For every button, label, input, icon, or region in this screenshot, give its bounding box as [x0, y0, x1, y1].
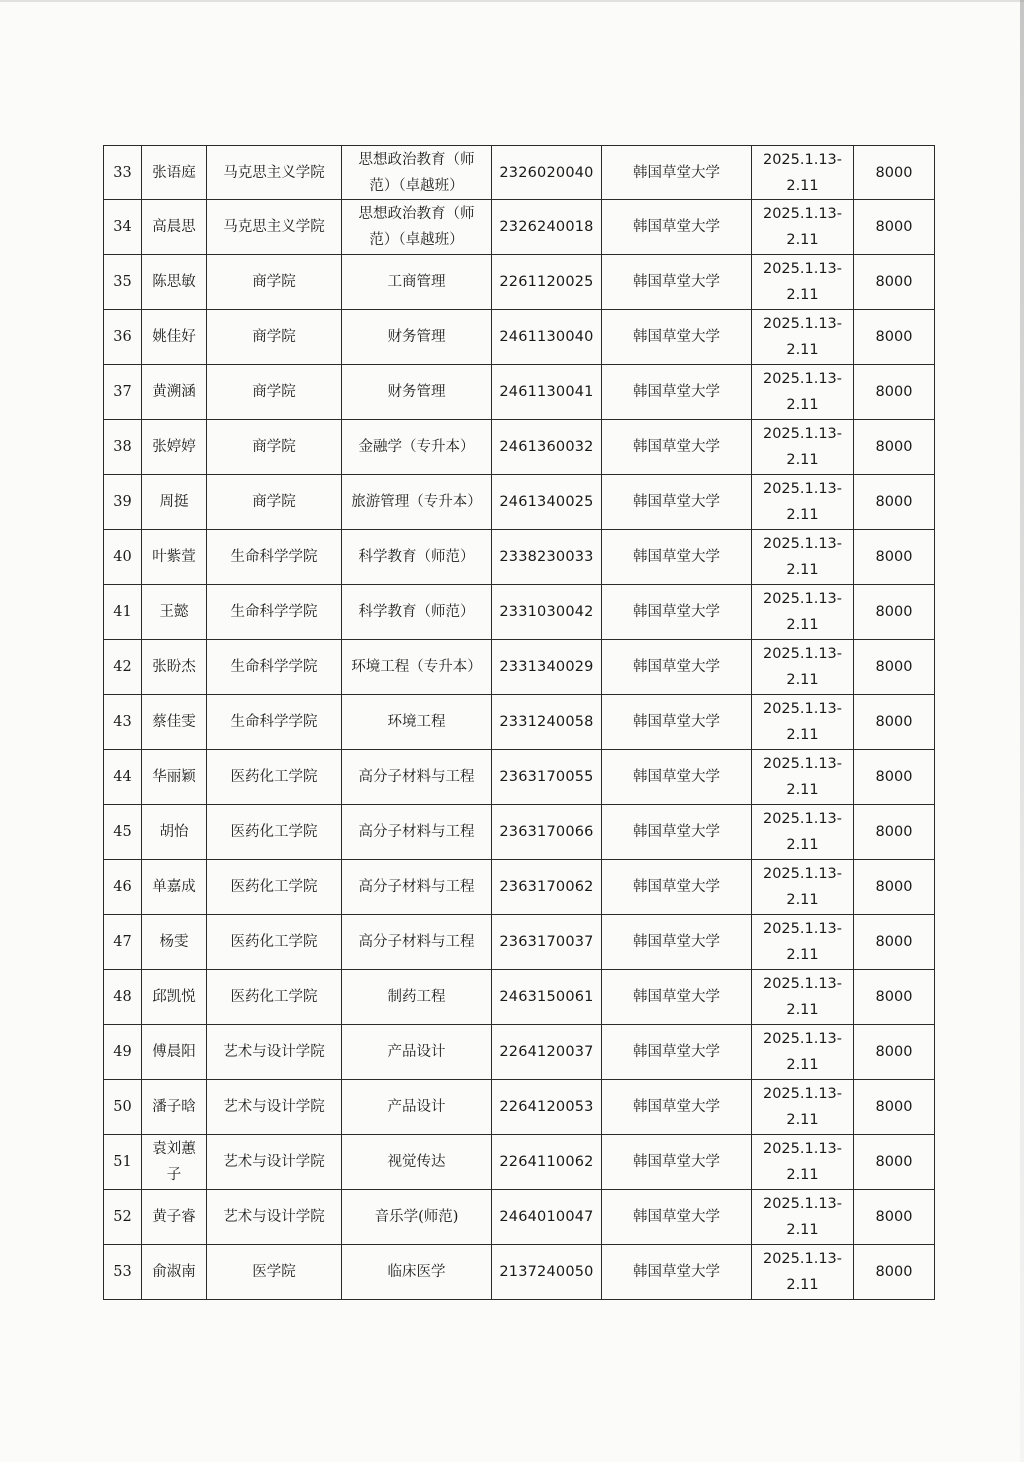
major-cell-line: 科学教育（师范） [358, 604, 475, 620]
date-range-cell-line: 2025.1.13- [762, 261, 843, 277]
table-row [104, 585, 935, 640]
table-row [104, 750, 935, 805]
date-range-cell [752, 310, 854, 365]
university-cell: 韩国草堂大学 [602, 255, 752, 310]
date-range-cell [752, 255, 854, 310]
student-id-cell: 2461130041 [492, 365, 602, 420]
major-cell [342, 255, 492, 310]
amount-cell: 8000 [854, 1135, 935, 1190]
college-cell: 商学院 [207, 255, 342, 310]
college-cell: 艺术与设计学院 [207, 1025, 342, 1080]
table-row [104, 200, 935, 255]
student-id-cell: 2363170037 [492, 915, 602, 970]
scan-border-top [0, 0, 1024, 2]
college-cell: 生命科学学院 [207, 695, 342, 750]
date-range-cell [752, 585, 854, 640]
amount-cell: 8000 [854, 750, 935, 805]
major-cell-line: 高分子材料与工程 [358, 824, 475, 840]
row-number-cell: 50 [104, 1080, 142, 1135]
date-range-cell-line: 2.11 [786, 892, 819, 908]
date-range-cell-line: 2025.1.13- [762, 591, 843, 607]
university-cell: 韩国草堂大学 [602, 970, 752, 1025]
date-range-cell-line: 2025.1.13- [762, 921, 843, 937]
row-number-cell: 43 [104, 695, 142, 750]
date-range-cell-line: 2.11 [786, 562, 819, 578]
student-name-cell: 张语庭 [142, 146, 207, 200]
major-cell [342, 475, 492, 530]
major-cell-line: 高分子材料与工程 [358, 769, 475, 785]
date-range-cell-line: 2025.1.13- [762, 151, 843, 168]
major-cell [342, 1245, 492, 1300]
date-range-cell-line: 2025.1.13- [762, 811, 843, 827]
amount-cell: 8000 [854, 200, 935, 255]
major-cell [342, 365, 492, 420]
major-cell-line: 财务管理 [387, 329, 446, 345]
student-id-cell: 2264120053 [492, 1080, 602, 1135]
student-name-cell: 姚佳好 [142, 310, 207, 365]
university-cell: 韩国草堂大学 [602, 420, 752, 475]
student-id-cell: 2264110062 [492, 1135, 602, 1190]
university-cell: 韩国草堂大学 [602, 1135, 752, 1190]
major-cell-line: 高分子材料与工程 [358, 879, 475, 895]
major-cell [342, 146, 492, 200]
row-number-cell: 45 [104, 805, 142, 860]
major-cell-line: 产品设计 [387, 1044, 446, 1060]
major-cell-line: 工商管理 [387, 274, 446, 290]
date-range-cell [752, 805, 854, 860]
date-range-cell-line: 2.11 [786, 617, 819, 633]
date-range-cell-line: 2.11 [786, 452, 819, 468]
student-roster-table [103, 145, 935, 1300]
date-range-cell-line: 2025.1.13- [762, 426, 843, 442]
college-cell: 马克思主义学院 [207, 200, 342, 255]
college-cell: 商学院 [207, 310, 342, 365]
date-range-cell [752, 200, 854, 255]
student-id-cell: 2461340025 [492, 475, 602, 530]
row-number-cell: 51 [104, 1135, 142, 1190]
major-cell-line: 财务管理 [387, 384, 446, 400]
university-cell: 韩国草堂大学 [602, 915, 752, 970]
major-cell-line: 旅游管理（专升本） [351, 494, 482, 510]
college-cell: 医药化工学院 [207, 970, 342, 1025]
student-name-cell: 叶紫萱 [142, 530, 207, 585]
student-id-cell: 2331340029 [492, 640, 602, 695]
student-name-cell: 黄溯涵 [142, 365, 207, 420]
date-range-cell [752, 1135, 854, 1190]
date-range-cell-line: 2.11 [786, 507, 819, 523]
university-cell: 韩国草堂大学 [602, 805, 752, 860]
row-number-cell: 33 [104, 146, 142, 200]
major-cell [342, 750, 492, 805]
university-cell: 韩国草堂大学 [602, 1245, 752, 1300]
table-row [104, 310, 935, 365]
student-name-cell-line: 袁刘蕙 [152, 1141, 196, 1157]
major-cell-line: 高分子材料与工程 [358, 934, 475, 950]
date-range-cell-line: 2.11 [786, 837, 819, 853]
major-cell [342, 860, 492, 915]
row-number-cell: 49 [104, 1025, 142, 1080]
university-cell: 韩国草堂大学 [602, 1080, 752, 1135]
row-number-cell: 44 [104, 750, 142, 805]
date-range-cell-line: 2.11 [786, 947, 819, 963]
date-range-cell-line: 2025.1.13- [762, 316, 843, 332]
major-cell-line: 思想政治教育（师 [358, 151, 475, 168]
major-cell-line: 视觉传达 [387, 1154, 446, 1170]
college-cell: 艺术与设计学院 [207, 1080, 342, 1135]
row-number-cell: 34 [104, 200, 142, 255]
date-range-cell-line: 2025.1.13- [762, 371, 843, 387]
student-name-cell: 杨雯 [142, 915, 207, 970]
date-range-cell-line: 2025.1.13- [762, 701, 843, 717]
student-name-cell: 张盼杰 [142, 640, 207, 695]
row-number-cell: 37 [104, 365, 142, 420]
date-range-cell-line: 2.11 [786, 232, 819, 248]
date-range-cell [752, 970, 854, 1025]
student-id-cell: 2331240058 [492, 695, 602, 750]
row-number-cell: 52 [104, 1190, 142, 1245]
student-name-cell: 蔡佳雯 [142, 695, 207, 750]
college-cell: 医药化工学院 [207, 750, 342, 805]
student-id-cell: 2261120025 [492, 255, 602, 310]
student-name-cell: 胡怡 [142, 805, 207, 860]
date-range-cell-line: 2025.1.13- [762, 756, 843, 772]
table-row [104, 805, 935, 860]
table-row [104, 365, 935, 420]
student-id-cell: 2463150061 [492, 970, 602, 1025]
date-range-cell [752, 1190, 854, 1245]
table-row [104, 915, 935, 970]
university-cell: 韩国草堂大学 [602, 585, 752, 640]
college-cell: 生命科学学院 [207, 585, 342, 640]
university-cell: 韩国草堂大学 [602, 530, 752, 585]
student-name-cell-line: 子 [166, 1167, 182, 1183]
college-cell: 医药化工学院 [207, 805, 342, 860]
amount-cell: 8000 [854, 860, 935, 915]
date-range-cell [752, 640, 854, 695]
student-name-cell [142, 1135, 207, 1190]
table-row [104, 530, 935, 585]
major-cell-line: 科学教育（师范） [358, 549, 475, 565]
row-number-cell: 42 [104, 640, 142, 695]
date-range-cell [752, 1025, 854, 1080]
date-range-cell-line: 2025.1.13- [762, 1031, 843, 1047]
table-row [104, 420, 935, 475]
row-number-cell: 38 [104, 420, 142, 475]
student-id-cell: 2363170066 [492, 805, 602, 860]
date-range-cell [752, 420, 854, 475]
scan-border-right [1020, 0, 1024, 1462]
table-row [104, 860, 935, 915]
date-range-cell-line: 2.11 [786, 1002, 819, 1018]
student-name-cell: 周挺 [142, 475, 207, 530]
major-cell-line: 音乐学(师范) [374, 1209, 459, 1225]
date-range-cell-line: 2.11 [786, 672, 819, 688]
major-cell [342, 915, 492, 970]
student-id-cell: 2464010047 [492, 1190, 602, 1245]
row-number-cell: 53 [104, 1245, 142, 1300]
major-cell [342, 695, 492, 750]
student-name-cell: 傅晨阳 [142, 1025, 207, 1080]
student-id-cell: 2461360032 [492, 420, 602, 475]
date-range-cell-line: 2.11 [786, 342, 819, 358]
table-row [104, 475, 935, 530]
major-cell [342, 805, 492, 860]
amount-cell: 8000 [854, 1080, 935, 1135]
row-number-cell: 40 [104, 530, 142, 585]
date-range-cell-line: 2025.1.13- [762, 976, 843, 992]
student-name-cell: 高晨思 [142, 200, 207, 255]
college-cell: 马克思主义学院 [207, 146, 342, 200]
college-cell: 医药化工学院 [207, 860, 342, 915]
table-row [104, 146, 935, 200]
major-cell-line: 金融学（专升本） [358, 439, 475, 455]
table-row [104, 1190, 935, 1245]
major-cell-line: 临床医学 [387, 1264, 446, 1280]
date-range-cell [752, 1080, 854, 1135]
major-cell [342, 1025, 492, 1080]
table-row [104, 695, 935, 750]
row-number-cell: 41 [104, 585, 142, 640]
date-range-cell-line: 2025.1.13- [762, 866, 843, 882]
date-range-cell-line: 2025.1.13- [762, 481, 843, 497]
college-cell: 医学院 [207, 1245, 342, 1300]
major-cell [342, 1190, 492, 1245]
university-cell: 韩国草堂大学 [602, 1025, 752, 1080]
table-row [104, 640, 935, 695]
student-name-cell: 潘子晗 [142, 1080, 207, 1135]
date-range-cell [752, 530, 854, 585]
date-range-cell-line: 2.11 [786, 1112, 819, 1128]
amount-cell: 8000 [854, 1245, 935, 1300]
student-id-cell: 2326020040 [492, 146, 602, 200]
college-cell: 生命科学学院 [207, 640, 342, 695]
student-name-cell: 陈思敏 [142, 255, 207, 310]
row-number-cell: 47 [104, 915, 142, 970]
amount-cell: 8000 [854, 640, 935, 695]
student-name-cell: 张婷婷 [142, 420, 207, 475]
major-cell-line: 范）（卓越班） [369, 177, 464, 194]
date-range-cell [752, 750, 854, 805]
table-row [104, 1025, 935, 1080]
amount-cell: 8000 [854, 805, 935, 860]
student-id-cell: 2137240050 [492, 1245, 602, 1300]
college-cell: 生命科学学院 [207, 530, 342, 585]
student-name-cell: 俞淑南 [142, 1245, 207, 1300]
amount-cell: 8000 [854, 420, 935, 475]
university-cell: 韩国草堂大学 [602, 310, 752, 365]
date-range-cell-line: 2025.1.13- [762, 1141, 843, 1157]
amount-cell: 8000 [854, 255, 935, 310]
table-row [104, 1135, 935, 1190]
date-range-cell-line: 2.11 [786, 1277, 819, 1293]
amount-cell: 8000 [854, 475, 935, 530]
row-number-cell: 36 [104, 310, 142, 365]
row-number-cell: 39 [104, 475, 142, 530]
major-cell-line: 范）（卓越班） [369, 232, 464, 248]
date-range-cell-line: 2025.1.13- [762, 206, 843, 222]
student-id-cell: 2363170055 [492, 750, 602, 805]
college-cell: 商学院 [207, 365, 342, 420]
table-row [104, 970, 935, 1025]
university-cell: 韩国草堂大学 [602, 475, 752, 530]
date-range-cell-line: 2025.1.13- [762, 1196, 843, 1212]
university-cell: 韩国草堂大学 [602, 200, 752, 255]
university-cell: 韩国草堂大学 [602, 695, 752, 750]
amount-cell: 8000 [854, 970, 935, 1025]
amount-cell: 8000 [854, 310, 935, 365]
amount-cell: 8000 [854, 1190, 935, 1245]
date-range-cell-line: 2.11 [786, 1167, 819, 1183]
date-range-cell [752, 915, 854, 970]
date-range-cell-line: 2025.1.13- [762, 536, 843, 552]
major-cell [342, 640, 492, 695]
amount-cell: 8000 [854, 695, 935, 750]
row-number-cell: 48 [104, 970, 142, 1025]
student-name-cell: 华丽颖 [142, 750, 207, 805]
university-cell: 韩国草堂大学 [602, 750, 752, 805]
student-name-cell: 邱凯悦 [142, 970, 207, 1025]
student-id-cell: 2326240018 [492, 200, 602, 255]
table-row [104, 1080, 935, 1135]
date-range-cell-line: 2025.1.13- [762, 1086, 843, 1102]
major-cell [342, 200, 492, 255]
major-cell [342, 970, 492, 1025]
college-cell: 商学院 [207, 420, 342, 475]
university-cell: 韩国草堂大学 [602, 640, 752, 695]
major-cell-line: 产品设计 [387, 1099, 446, 1115]
date-range-cell-line: 2025.1.13- [762, 646, 843, 662]
major-cell [342, 530, 492, 585]
university-cell: 韩国草堂大学 [602, 146, 752, 200]
amount-cell: 8000 [854, 1025, 935, 1080]
date-range-cell-line: 2.11 [786, 397, 819, 413]
major-cell-line: 制药工程 [387, 989, 446, 1005]
major-cell [342, 585, 492, 640]
table-row [104, 1245, 935, 1300]
student-name-cell: 单嘉成 [142, 860, 207, 915]
date-range-cell-line: 2025.1.13- [762, 1251, 843, 1267]
date-range-cell-line: 2.11 [786, 1222, 819, 1238]
row-number-cell: 35 [104, 255, 142, 310]
date-range-cell [752, 475, 854, 530]
college-cell: 艺术与设计学院 [207, 1135, 342, 1190]
student-id-cell: 2461130040 [492, 310, 602, 365]
student-name-cell: 黄子睿 [142, 1190, 207, 1245]
student-id-cell: 2363170062 [492, 860, 602, 915]
amount-cell: 8000 [854, 365, 935, 420]
amount-cell: 8000 [854, 530, 935, 585]
major-cell-line: 思想政治教育（师 [358, 206, 475, 222]
university-cell: 韩国草堂大学 [602, 1190, 752, 1245]
university-cell: 韩国草堂大学 [602, 860, 752, 915]
college-cell: 商学院 [207, 475, 342, 530]
student-id-cell: 2264120037 [492, 1025, 602, 1080]
amount-cell: 8000 [854, 915, 935, 970]
date-range-cell-line: 2.11 [786, 1057, 819, 1073]
date-range-cell [752, 695, 854, 750]
amount-cell: 8000 [854, 585, 935, 640]
major-cell [342, 420, 492, 475]
college-cell: 艺术与设计学院 [207, 1190, 342, 1245]
student-id-cell: 2331030042 [492, 585, 602, 640]
date-range-cell [752, 860, 854, 915]
major-cell [342, 1080, 492, 1135]
table-row [104, 255, 935, 310]
major-cell [342, 1135, 492, 1190]
university-cell: 韩国草堂大学 [602, 365, 752, 420]
major-cell-line: 环境工程 [387, 714, 446, 730]
student-id-cell: 2338230033 [492, 530, 602, 585]
date-range-cell-line: 2.11 [786, 177, 819, 194]
date-range-cell-line: 2.11 [786, 727, 819, 743]
row-number-cell: 46 [104, 860, 142, 915]
roster-body [104, 146, 935, 1300]
date-range-cell [752, 146, 854, 200]
amount-cell: 8000 [854, 146, 935, 200]
date-range-cell-line: 2.11 [786, 287, 819, 303]
student-name-cell: 王懿 [142, 585, 207, 640]
college-cell: 医药化工学院 [207, 915, 342, 970]
date-range-cell [752, 365, 854, 420]
date-range-cell [752, 1245, 854, 1300]
major-cell-line: 环境工程（专升本） [351, 659, 482, 675]
major-cell [342, 310, 492, 365]
date-range-cell-line: 2.11 [786, 782, 819, 798]
